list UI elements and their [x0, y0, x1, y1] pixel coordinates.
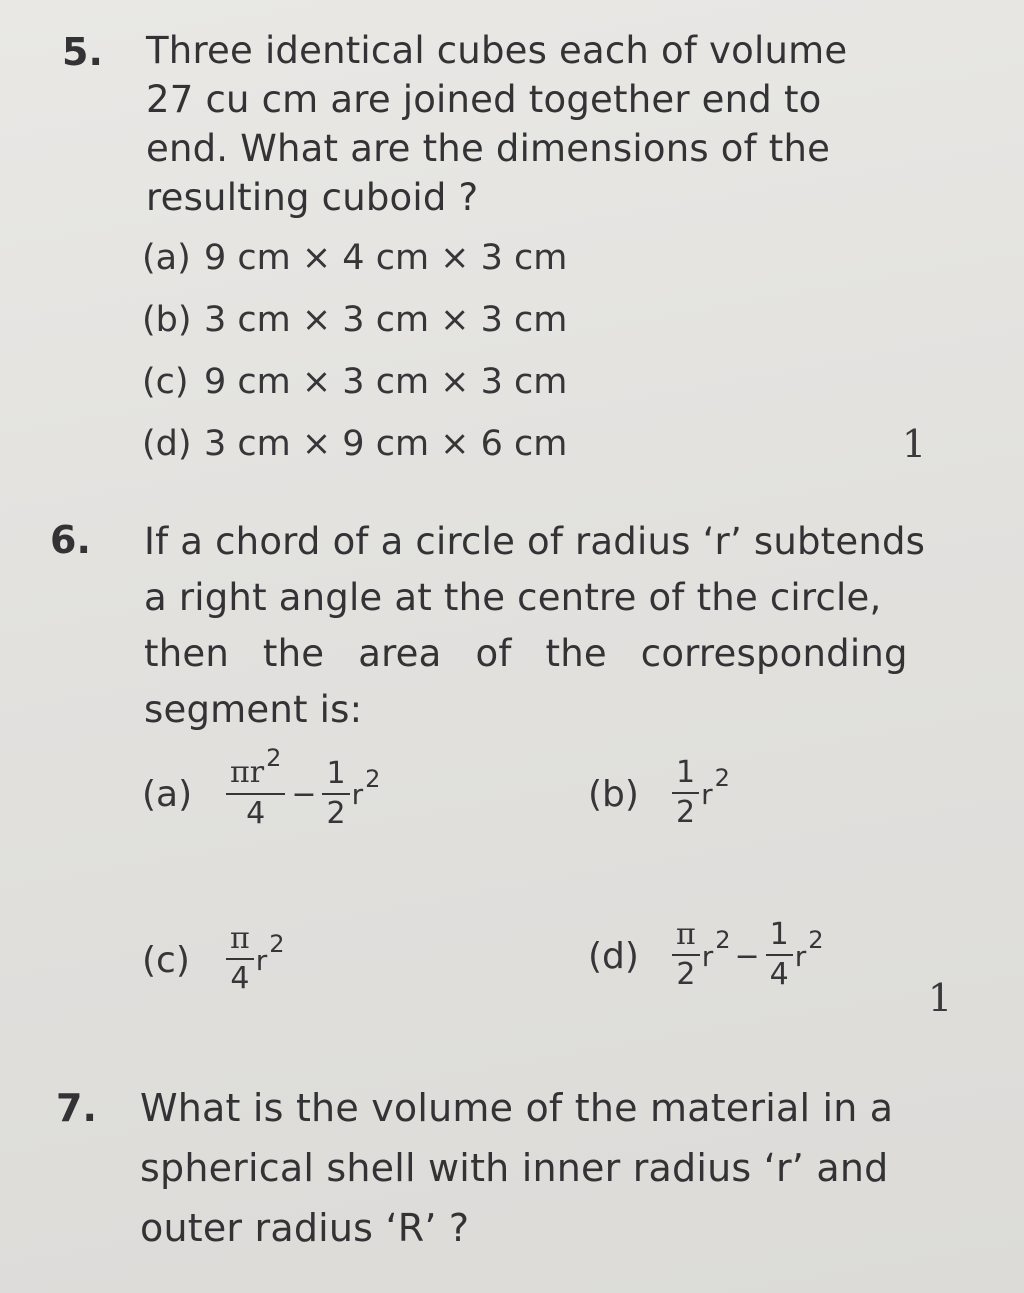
question-6-line-3: then the area of the corresponding	[144, 632, 908, 675]
question-5-option-b: (b) 3 cm × 3 cm × 3 cm	[142, 300, 568, 340]
fraction-pi-over-4: $\frac{\pi}{4}$	[226, 922, 254, 998]
fraction-1-over-2: $\frac{1}{2}$	[322, 757, 349, 833]
question-6-line-1: If a chord of a circle of radius ‘r’ subtends	[144, 520, 926, 563]
question-6-marks: 1	[928, 976, 953, 1020]
question-5-option-a: (a) 9 cm × 4 cm × 3 cm	[142, 238, 568, 278]
fraction-pi-r2-over-4: $\frac{\pi r^2}{4}$	[226, 756, 285, 833]
question-6-option-c: (c) $\frac{\pi}{4}$ r 2	[142, 921, 285, 996]
question-5-option-d: (d) 3 cm × 9 cm × 6 cm	[142, 424, 568, 464]
question-5-text	[146, 26, 916, 222]
question-5-line-3: end. What are the dimensions of the	[146, 127, 831, 170]
fraction-1-over-4: $\frac{1}{4}$	[766, 918, 793, 994]
question-7-line-3: outer radius ‘R’ ?	[140, 1206, 470, 1250]
question-5-line-2: 27 cu cm are joined together end to	[146, 78, 822, 121]
question-5-option-c: (c) 9 cm × 3 cm × 3 cm	[142, 362, 568, 402]
question-6-text	[144, 514, 944, 738]
question-6-option-b: (b) $\frac{1}{2}$ r 2	[588, 755, 730, 830]
question-5-marks: 1	[902, 422, 927, 466]
question-5-number: 5.	[62, 30, 103, 74]
fraction-1-over-2: $\frac{1}{2}$	[672, 756, 699, 832]
question-6-line-4: segment is:	[144, 688, 363, 731]
question-6-option-d: (d) $\frac{\pi}{2}$ r 2 − $\frac{1}{4}$ r 2	[588, 917, 824, 992]
fraction-pi-over-2: $\frac{\pi}{2}$	[672, 918, 700, 994]
question-7-text	[140, 1078, 970, 1258]
question-7-line-1: What is the volume of the material in a	[140, 1086, 894, 1130]
question-6-number: 6.	[50, 518, 91, 562]
question-5-line-1: Three identical cubes each of volume	[146, 29, 848, 72]
question-6-option-a: (a) $\frac{\pi r^2}{4}$ − $\frac{1}{2}$ r 2	[142, 744, 381, 831]
question-5-line-4: resulting cuboid ?	[146, 176, 479, 219]
question-7-number: 7.	[56, 1086, 97, 1130]
question-7-line-2: spherical shell with inner radius ‘r’ and	[140, 1146, 889, 1190]
question-6-line-2: a right angle at the centre of the circle,	[144, 576, 882, 619]
